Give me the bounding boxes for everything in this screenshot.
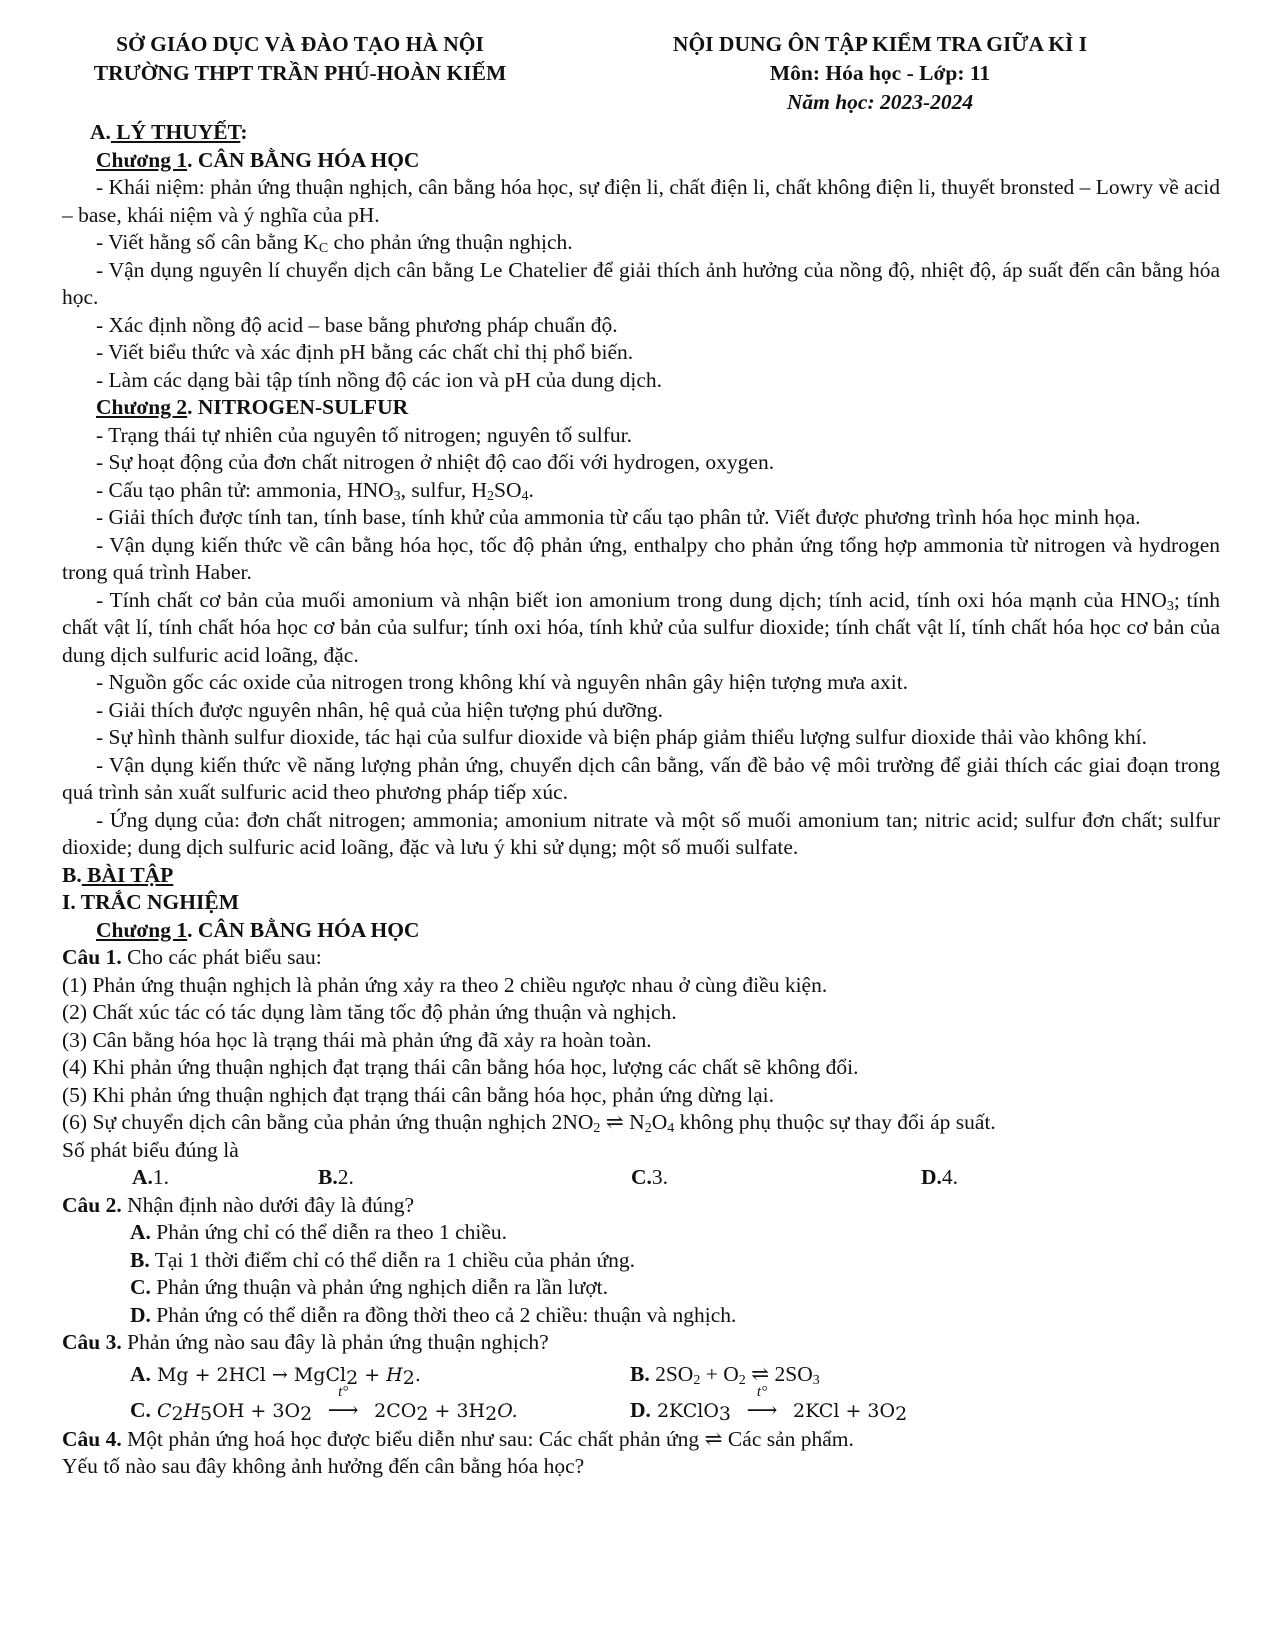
document-body	[62, 119, 1220, 1481]
question-1-ask: Số phát biểu đúng là	[62, 1137, 239, 1162]
section-b-heading: B. BÀI TẬP	[62, 862, 174, 887]
option-b[interactable]: B.2.	[318, 1165, 354, 1189]
statement: (2) Chất xúc tác có tác dụng làm tăng tốc độ phản ứng thuận và nghịch.	[62, 1000, 677, 1024]
theory-item: - Vận dụng nguyên lí chuyển dịch cân bằng Le Chatelier để giải thích ảnh hưởng của nồng độ, nhiệt độ, áp suất đến cân bằng hóa học.	[62, 257, 1220, 309]
theory-item: - Xác định nồng độ acid – base bằng phương pháp chuẩn độ.	[96, 312, 618, 337]
statement: (6) Sự chuyển dịch cân bằng của phản ứng thuận nghịch $2NO_2$ ⇌ $N_2O_4$ không phụ thuộc sự thay đổi áp suất.	[62, 1110, 996, 1136]
heat-arrow-icon: t° ⟶	[746, 1384, 778, 1422]
question-4-stem: Câu 4. Một phản ứng hoá học được biểu diễn như sau: Các chất phản ứng ⇌ Các sản phẩm.	[62, 1426, 854, 1451]
option-c[interactable]: C.3.	[631, 1165, 669, 1189]
theory-item: - Giải thích được nguyên nhân, hệ quả của hiện tượng phú dưỡng.	[96, 697, 664, 722]
theory-item: - Cấu tạo phân tử: ammonia, $HNO_3$, sulfur, $H_2SO_4$.	[96, 477, 534, 504]
option-d[interactable]: D. Phản ứng có thể diễn ra đồng thời theo cả 2 chiều: thuận và nghịch.	[130, 1302, 737, 1327]
option-c[interactable]: C. Phản ứng thuận và phản ứng nghịch diễn ra lần lượt.	[130, 1275, 609, 1299]
theory-item: - Trạng thái tự nhiên của nguyên tố nitrogen; nguyên tố sulfur.	[96, 422, 632, 447]
question-1-stem: Câu 1. Cho các phát biểu sau:	[62, 945, 322, 969]
part-1-heading: I. TRẮC NGHIỆM	[62, 890, 239, 914]
option-d[interactable]: D.4.	[921, 1165, 959, 1189]
theory-item: - Tính chất cơ bản của muối amonium và nhận biết ion amonium trong dung dịch; tính acid, tính oxi hóa mạnh của $HNO_3$; tính chất vật lí, tính chất hóa học cơ bản của sulfur; tính oxi hóa, tính khử của sulfur dioxide; tính chất vật lí, tính chất hóa học cơ bản của dung dịch sulfuric acid loãng, đặc.	[62, 587, 1220, 667]
department-name: SỞ GIÁO DỤC VÀ ĐÀO TẠO HÀ NỘI	[116, 32, 484, 56]
section-a-chapter1-heading: Chương 1. CÂN BẰNG HÓA HỌC	[96, 147, 420, 172]
option-a[interactable]: A. Phản ứng chỉ có thể diễn ra theo 1 chiều.	[130, 1220, 508, 1244]
statement: (3) Cân bằng hóa học là trạng thái mà phản ứng đã xảy ra hoàn toàn.	[62, 1027, 652, 1052]
header-right	[620, 30, 1140, 117]
statement: (1) Phản ứng thuận nghịch là phản ứng xảy ra theo 2 chiều ngược nhau ở cùng điều kiện.	[62, 972, 828, 997]
document-title: NỘI DUNG ÔN TẬP KIỂM TRA GIỮA KÌ I	[672, 32, 1088, 56]
option-d[interactable]: D. 2KClO$_3$ t° ⟶ $2KCl + 3O_2$	[630, 1384, 908, 1425]
theory-item: - Ứng dụng của: đơn chất nitrogen; ammonia; amonium nitrate và một số muối amonium tan; nitric acid; sulfur đơn chất; sulfur dioxide; dung dịch sulfuric acid loãng, đặc và lưu ý khi sử dụng; một số muối sulfate.	[62, 807, 1220, 859]
option-a[interactable]: A. Mg + 2HCl → MgCl$_2$ + $H_2$.	[130, 1361, 421, 1389]
option-b[interactable]: B. $2SO_2 + O_2$ ⇌ $2SO_3$	[630, 1361, 820, 1388]
theory-item: - Làm các dạng bài tập tính nồng độ các ion và pH của dung dịch.	[96, 367, 662, 392]
option-a[interactable]: A.1.	[132, 1165, 170, 1189]
question-3-options-row2	[62, 1384, 1220, 1426]
question-3-options-row1	[62, 1361, 1220, 1390]
subject-line: Môn: Hóa học - Lớp: 11	[769, 61, 991, 85]
statement: (4) Khi phản ứng thuận nghịch đạt trạng thái cân bằng hóa học, lượng các chất sẽ không đổi.	[62, 1055, 859, 1079]
theory-item: - Giải thích được tính tan, tính base, tính khử của ammonia từ cấu tạo phân tử. Viết được phương trình hóa học minh họa.	[96, 505, 1141, 529]
theory-item: - Nguồn gốc các oxide của nitrogen trong không khí và nguyên nhân gây hiện tượng mưa axit.	[96, 670, 909, 694]
theory-item: - Vận dụng kiến thức về cân bằng hóa học, tốc độ phản ứng, enthalpy cho phản ứng tổng hợp ammonia từ nitrogen và hydrogen trong quá trình Haber.	[62, 532, 1220, 584]
section-a-heading: A. LÝ THUYẾT:	[90, 120, 248, 144]
heat-arrow-icon: t° ⟶	[327, 1384, 359, 1422]
section-b-chapter1-heading: Chương 1. CÂN BẰNG HÓA HỌC	[96, 917, 420, 942]
statement: (5) Khi phản ứng thuận nghịch đạt trạng thái cân bằng hóa học, phản ứng dừng lại.	[62, 1082, 775, 1107]
theory-item: - Vận dụng kiến thức về năng lượng phản ứng, chuyển dịch cân bằng, vấn đề bảo vệ môi trường để giải thích các giai đoạn trong quá trình sản xuất sulfuric acid theo phương pháp tiếp xúc.	[62, 752, 1220, 804]
question-4-ask: Yếu tố nào sau đây không ảnh hưởng đến cân bằng hóa học?	[62, 1454, 585, 1478]
option-b[interactable]: B. Tại 1 thời điểm chỉ có thể diễn ra 1 chiều của phản ứng.	[130, 1247, 636, 1272]
theory-item: - Sự hình thành sulfur dioxide, tác hại của sulfur dioxide và biện pháp giảm thiểu lượng sulfur dioxide thải vào không khí.	[96, 725, 1147, 749]
question-3-stem: Câu 3. Phản ứng nào sau đây là phản ứng thuận nghịch?	[62, 1330, 549, 1354]
question-1-options	[62, 1164, 1220, 1192]
theory-item: - Khái niệm: phản ứng thuận nghịch, cân bằng hóa học, sự điện li, chất điện li, chất không điện li, thuyết bronsted – Lowry về acid – base, khái niệm và ý nghĩa của pH.	[62, 175, 1220, 227]
theory-item: - Viết biểu thức và xác định pH bằng các chất chỉ thị phổ biến.	[96, 340, 634, 364]
option-c[interactable]: C. $C_2H_5OH + 3O_2$ t° ⟶ $2CO_2 + 3H_2O$.	[130, 1384, 518, 1425]
header-left	[55, 30, 545, 88]
theory-item: - Sự hoạt động của đơn chất nitrogen ở nhiệt độ cao đối với hydrogen, oxygen.	[96, 450, 775, 474]
school-name: TRƯỜNG THPT TRẦN PHÚ-HOÀN KIẾM	[93, 61, 507, 85]
school-year: Năm học: 2023-2024	[786, 90, 974, 114]
section-a-chapter2-heading: Chương 2. NITROGEN-SULFUR	[96, 395, 409, 419]
theory-item: - Viết hằng số cân bằng $K_C$ cho phản ứng thuận nghịch.	[96, 230, 573, 256]
question-2-stem: Câu 2. Nhận định nào dưới đây là đúng?	[62, 1192, 415, 1217]
